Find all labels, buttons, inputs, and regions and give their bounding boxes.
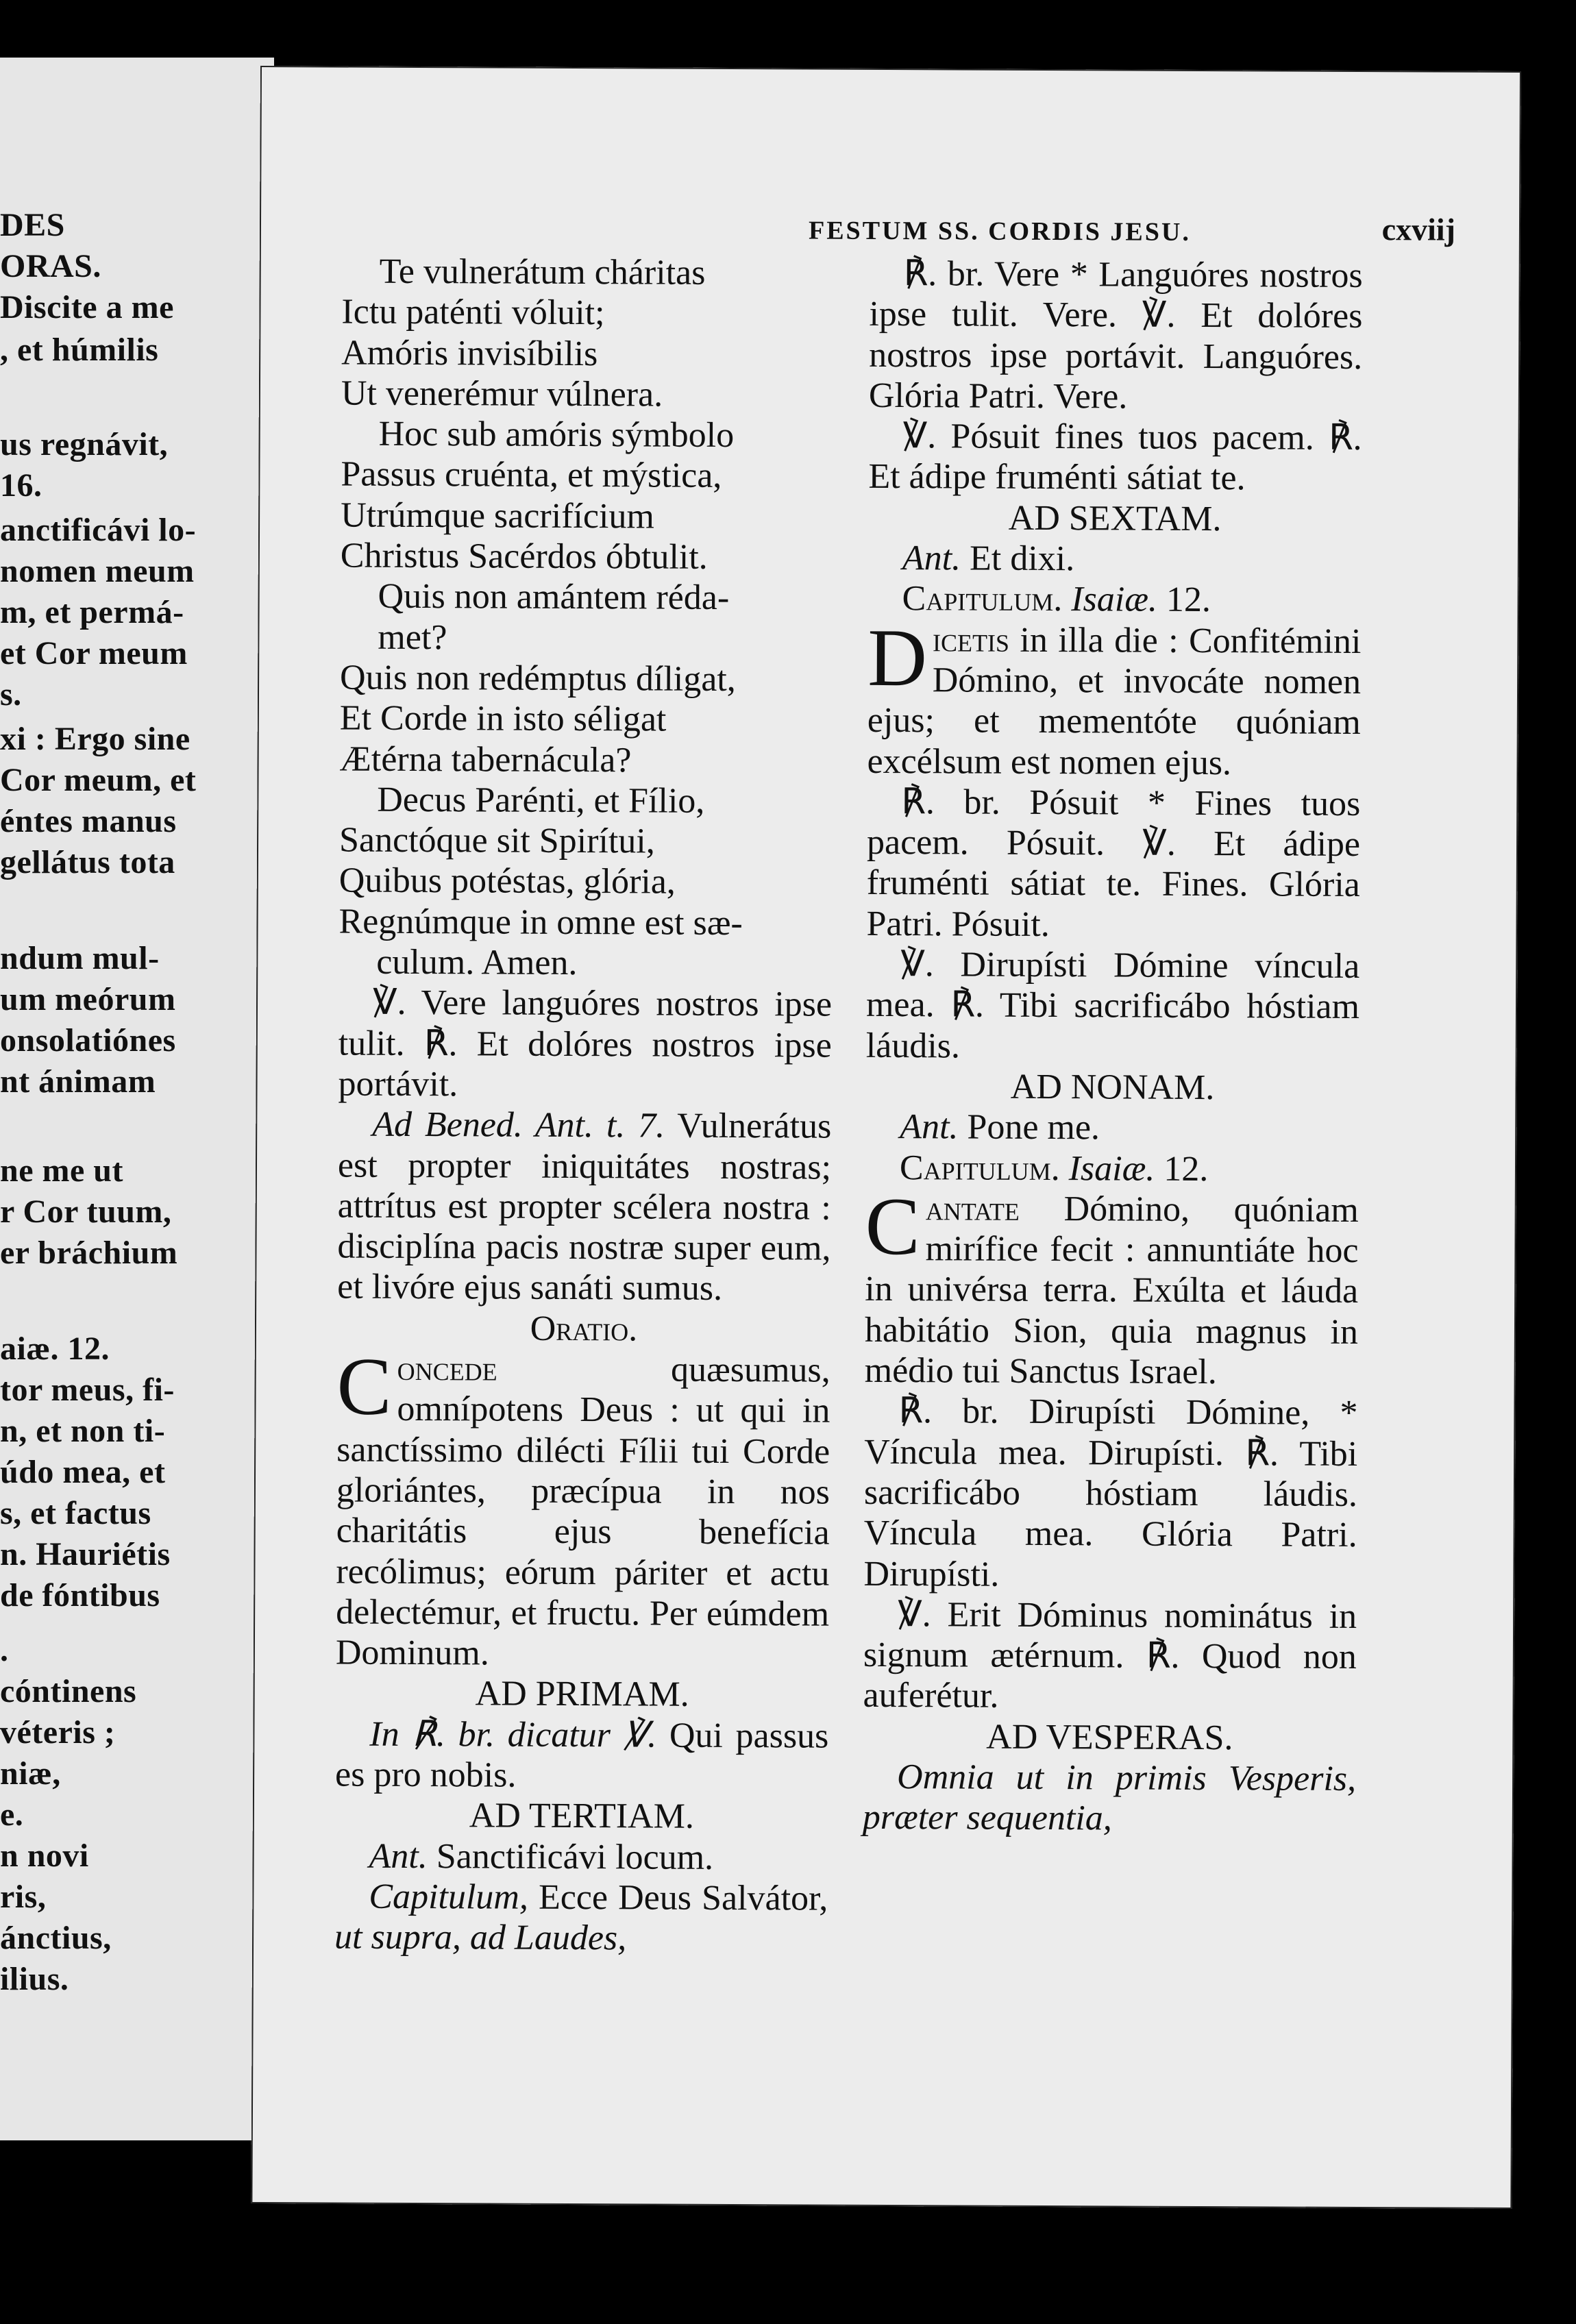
capitulum-body: Dómino, quóniam mirífice fecit : annuntiáte hoc in univérsa terra. Exúlta et láuda habitátio Sion, quia magnus in médio tui Sanctus Israel. — [864, 1189, 1359, 1392]
facing-page-line: aiæ. 12. — [0, 1331, 110, 1367]
facing-page-line: . — [0, 1632, 9, 1668]
facing-page-line: cóntinens — [0, 1673, 137, 1709]
section-heading-tertiam: AD TERTIAM. — [469, 1796, 695, 1837]
versicle: ℣. Dirupísti Dómine víncula mea. ℟. Tibi sacrificábo hóstiam láudis. — [865, 945, 1360, 1066]
rubric-tail: ut supra, ad Laudes, — [334, 1917, 627, 1958]
facing-page-line: xi : Ergo sine — [0, 721, 190, 757]
facing-page-line: um meórum — [0, 981, 176, 1017]
antiphon-text: Vulnerátus est propter iniquitátes nostras; attrítus est propter scélera nostra : disciplína pacis nostræ super eum, et livóre ejus sanáti sumus. — [337, 1106, 832, 1309]
facing-page-fragment — [0, 58, 274, 2140]
facing-page-line: s, et factus — [0, 1495, 151, 1531]
facing-page-line: údo mea, et — [0, 1454, 166, 1490]
versicle: ℣. Erit Dóminus nominátus in signum ætérnum. ℟. Quod non auferétur. — [863, 1594, 1357, 1716]
facing-page-line: 16. — [0, 467, 42, 504]
capitulum-number: 12. — [1163, 1149, 1209, 1189]
hymn-line: met? — [378, 617, 447, 657]
running-head: FESTUM SS. CORDIS JESU. — [808, 216, 1191, 247]
hymn-line: Quis non redémptus díligat, — [339, 658, 736, 700]
hymn-line: Passus cruénta, et mýstica, — [341, 455, 722, 496]
column-left — [334, 251, 835, 1960]
facing-page-line: s. — [0, 676, 22, 713]
antiphon-text: Sanctificávi locum. — [436, 1836, 714, 1877]
facing-page-line: ndum mul- — [0, 940, 160, 976]
facing-page-line: r Cor tuum, — [0, 1194, 172, 1230]
book-page — [251, 66, 1521, 2209]
hymn-line: Sanctóque sit Spirítui, — [338, 820, 655, 861]
facing-page-line: e. — [0, 1796, 24, 1833]
section-heading-nonam: AD NONAM. — [1010, 1067, 1215, 1108]
capitulum-label: Capitulum. — [899, 1148, 1060, 1188]
capitulum-body: in illa die : Confitémini Dómino, et invocáte nomen ejus; et mementóte quóniam excélsum est nomen ejus. — [867, 620, 1362, 782]
capitulum-heading — [867, 578, 1361, 621]
column-right — [863, 254, 1363, 1840]
facing-page-line: nomen meum — [0, 553, 195, 589]
antiphon-text: Pone me. — [967, 1107, 1100, 1148]
drop-cap: C — [336, 1340, 392, 1432]
nonam-antiphon — [865, 1107, 1359, 1149]
rubric-label: Capitulum, — [369, 1877, 529, 1917]
oratio-text — [335, 1340, 830, 1676]
drop-cap: C — [865, 1180, 920, 1272]
rubric-label: Ant. — [900, 1107, 959, 1147]
hymn-line: Te vulnerátum cháritas — [379, 251, 706, 293]
facing-page-line: ilius. — [0, 1961, 69, 1997]
rubric-label: Ad Bened. Ant. t. 7. — [372, 1104, 665, 1146]
capitulum-text — [867, 611, 1362, 784]
facing-page-line: Discite a me — [0, 289, 174, 325]
vesperas-rubric: Omnia ut in primis Vesperis, præter sequentia, — [862, 1757, 1357, 1838]
hymn-line: Et Corde in isto séligat — [339, 698, 667, 739]
facing-page-line: onsolatiónes — [0, 1022, 176, 1059]
rubric-label: In ℟. br. dicatur ℣. — [369, 1714, 657, 1755]
facing-page-line: ne me ut — [0, 1152, 123, 1189]
facing-page-line: er bráchium — [0, 1235, 178, 1271]
capitulum-text: Ecce Deus Salvátor, — [538, 1877, 828, 1918]
capitulum-ref: Isaiæ. — [1071, 580, 1158, 620]
facing-page-line: de fóntibus — [0, 1577, 160, 1614]
hymn-stanza-1 — [341, 251, 835, 416]
hymn-line: Hoc sub amóris sýmbolo — [378, 414, 735, 456]
versicle: ℣. Vere languóres nostros ipse tulit. ℟. Et dolóres nostros ipse portávit. — [338, 983, 833, 1104]
hymn-line: Regnúmque in omne est sæ- — [338, 902, 743, 943]
hymn-stanza-2 — [341, 414, 835, 578]
benedictus-antiphon — [337, 1104, 831, 1310]
hymn-stanza-3 — [339, 576, 833, 782]
facing-page-line: anctificávi lo- — [0, 512, 197, 548]
capitulum-ref: Isaiæ. — [1068, 1148, 1155, 1189]
hymn-stanza-4 — [338, 779, 833, 985]
facing-page-line: niæ, — [0, 1755, 61, 1792]
hymn-line: Amóris invisíbilis — [341, 333, 598, 373]
hymn-line: Quibus potéstas, glória, — [338, 861, 676, 902]
facing-page-line: , et húmilis — [0, 332, 159, 368]
facing-page-line: m, et permá- — [0, 594, 184, 630]
tertiam-capitulum — [334, 1876, 828, 1960]
facing-page-line: ánctius, — [0, 1920, 112, 1956]
versicle: ℣. Pósuit fines tuos pacem. ℟. Et ádipe fruménti sátiat te. — [868, 417, 1362, 498]
section-heading-sextam: AD SEXTAM. — [1008, 498, 1222, 539]
hymn-line: Ictu paténti vóluit; — [341, 292, 605, 333]
prayer-body: quæsumus, omnípotens Deus : ut qui in sanctíssimo dilécti Fílii tui Corde gloriántes, præcípua in nos charitátis ejus benefícia recólimus; eórum páriter et actu delectémur, et fructu. Per eúmdem Dominum. — [335, 1350, 830, 1673]
facing-page-line: éntes manus — [0, 803, 177, 839]
hymn-line: Decus Parénti, et Fílio, — [377, 780, 705, 821]
facing-page-line: DES — [0, 207, 65, 243]
antiphon-text: Et dixi. — [969, 539, 1075, 579]
facing-page-line: nt ánimam — [0, 1063, 156, 1100]
rubric-text: Qui passus es pro nobis. — [334, 1716, 829, 1795]
sextam-antiphon — [868, 538, 1362, 580]
facing-page-line: n. Hauriétis — [0, 1536, 171, 1572]
facing-page-line: Cor meum, et — [0, 762, 197, 798]
hymn-line: Quis non amántem réda- — [378, 577, 730, 618]
section-heading-vesperas: AD VESPERAS. — [986, 1717, 1233, 1757]
hymn-line: Utrúmque sacrifícium — [341, 495, 655, 536]
primam-rubric — [335, 1714, 829, 1797]
capitulum-text — [864, 1180, 1359, 1394]
first-word: icetis — [932, 619, 1010, 660]
drop-cap: D — [867, 611, 928, 703]
facing-page-line: n novi — [0, 1838, 89, 1874]
first-word: antate — [925, 1189, 1020, 1228]
facing-page-line: ris, — [0, 1879, 47, 1915]
capitulum-label: Capitulum. — [902, 579, 1063, 619]
short-responsory: ℟. br. Vere * Languóres nostros ipse tulit. Vere. ℣. Et dolóres nostros ipse portávit. Languóres. Glória Patri. Vere. — [868, 254, 1363, 417]
facing-page-line: n, et non ti- — [0, 1413, 166, 1449]
hymn-line: Ætérna tabernácula? — [339, 739, 632, 780]
rubric-label: Ant. — [902, 539, 961, 578]
hymn-line: Ut venerémur vúlnera. — [341, 373, 663, 415]
hymn-line: culum. Amen. — [376, 942, 578, 983]
section-heading-oratio: Oratio. — [530, 1309, 638, 1349]
facing-page-line: tor meus, fi- — [0, 1372, 175, 1408]
facing-page-line: véteris ; — [0, 1714, 116, 1751]
first-word: oncede — [397, 1348, 497, 1389]
capitulum-heading — [865, 1147, 1359, 1189]
facing-page-line: ORAS. — [0, 248, 101, 284]
section-heading-primam: AD PRIMAM. — [475, 1674, 689, 1715]
facing-page-line: us regnávit, — [0, 426, 169, 462]
short-responsory: ℟. br. Dirupísti Dómine, * Víncula mea. Dirupísti. ℟. Tibi sacrificábo hóstiam láudis. Víncula mea. Glória Patri. Dirupísti. — [863, 1392, 1358, 1594]
rubric-label: Ant. — [369, 1836, 428, 1876]
short-responsory: ℟. br. Pósuit * Fines tuos pacem. Pósuit. ℣. Et ádipe fruménti sátiat te. Fines. Glória Patri. Pósuit. — [866, 782, 1361, 944]
page-number: cxviij — [1381, 212, 1456, 247]
capitulum-number: 12. — [1166, 580, 1211, 620]
facing-page-line: et Cor meum — [0, 635, 188, 671]
facing-page-line: gellátus tota — [0, 844, 175, 880]
tertiam-antiphon — [334, 1835, 828, 1878]
hymn-line: Christus Sacérdos óbtulit. — [340, 536, 708, 577]
